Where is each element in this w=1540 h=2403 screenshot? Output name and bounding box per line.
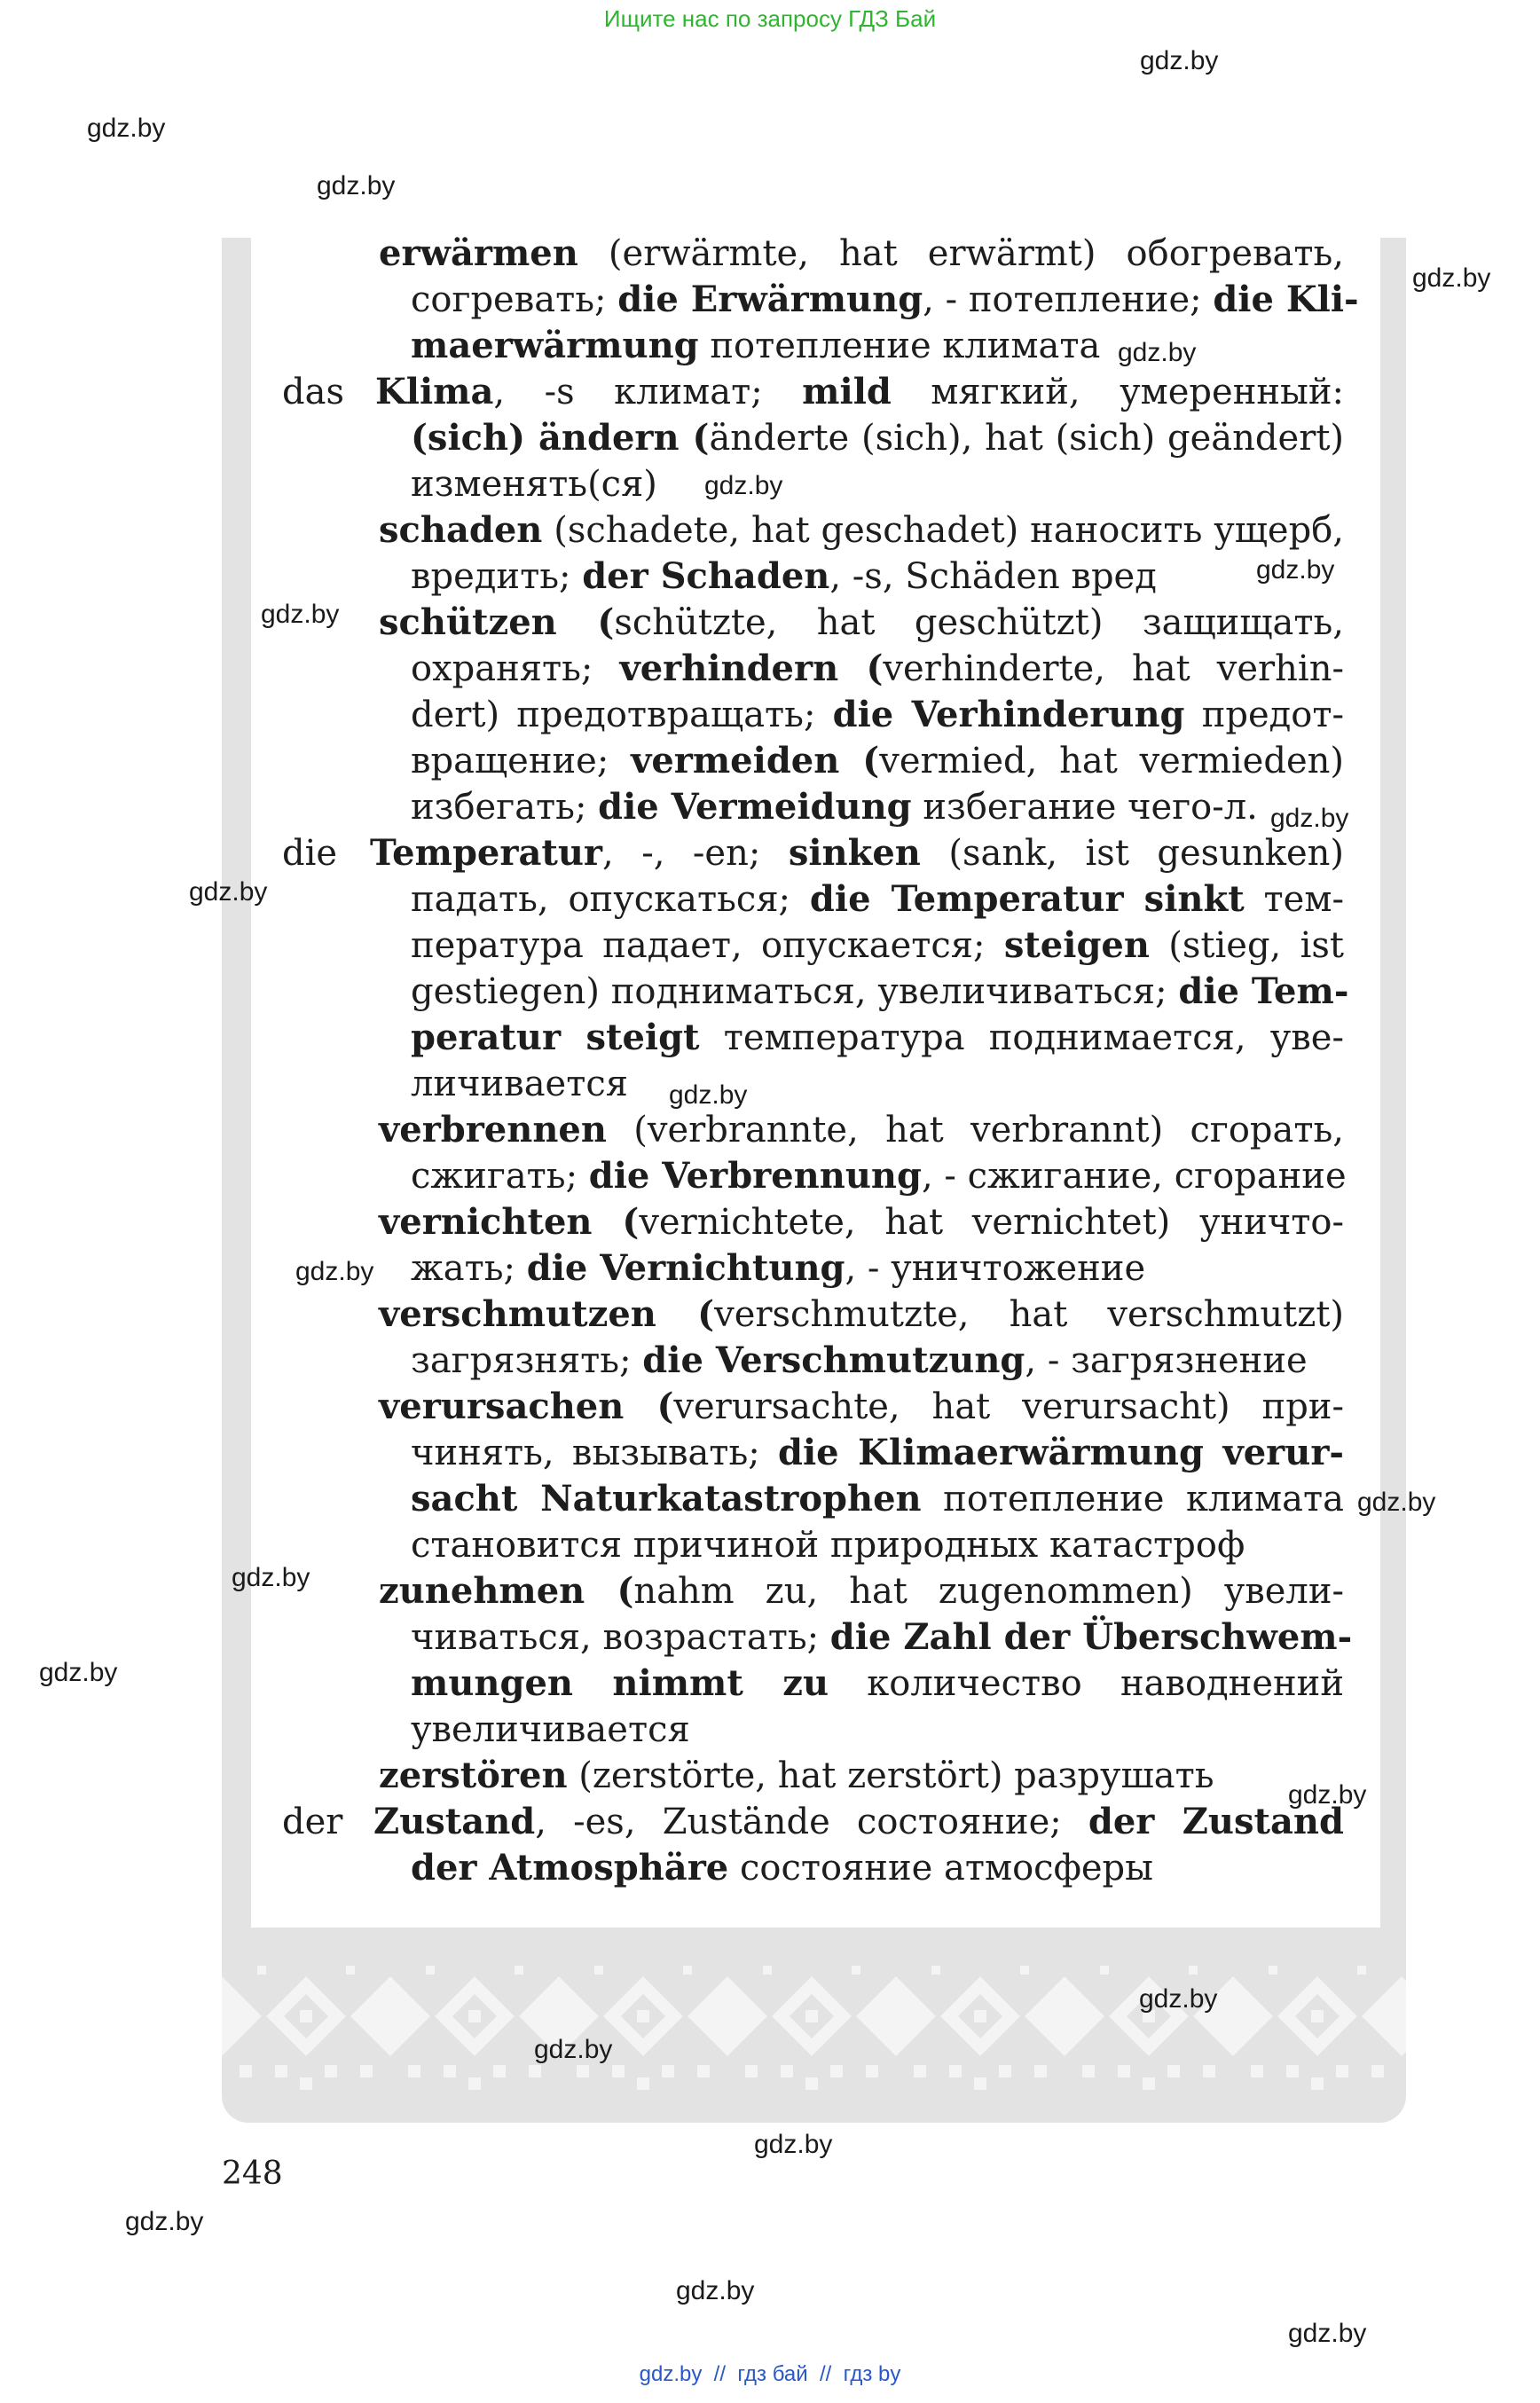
entry-line: zunehmen (nahm zu, hat zugenommen) увели- [379, 1570, 1345, 1612]
page-number: 248 [222, 2156, 283, 2192]
watermark: gdz.by [1140, 46, 1219, 75]
entry-line: (sich) ändern (änderte (sich), hat (sich) geändert) [411, 417, 1344, 459]
footer-links[interactable]: gdz.by // гдз бай // гдз by [639, 2362, 901, 2386]
entry-line: становится причиной природных катастроф [411, 1525, 1245, 1566]
entry-line: изменять(ся) [411, 464, 657, 505]
entry-line: schützen (schützte, hat geschützt) защищать, [379, 601, 1344, 643]
watermark: gdz.by [704, 471, 783, 500]
promo-banner[interactable]: Ищите нас по запросу ГДЗ Бай [603, 5, 937, 32]
entry-line: вращение; vermeiden (vermied, hat vermieden) [411, 740, 1344, 781]
entry-line: чиваться, возрастать; die Zahl der Überschwem- [411, 1616, 1353, 1658]
entry-line: erwärmen (erwärmte, hat erwärmt) обогревать, [379, 232, 1344, 274]
entry-line: vernichten (vernichtete, hat vernichtet) уничто- [379, 1201, 1344, 1243]
entry-line: жать; die Vernichtung, - уничтожение [411, 1247, 1146, 1289]
entry-line: Klima, -s климат; mild мягкий, умеренный: [375, 371, 1344, 412]
watermark: gdz.by [1412, 263, 1491, 293]
watermark: gdz.by [534, 2035, 613, 2064]
entry-line: падать, опускаться; die Temperatur sinkt тем- [411, 878, 1344, 920]
watermark: gdz.by [754, 2130, 833, 2159]
entry-line: verursachen (verursachte, hat verursacht) при- [379, 1386, 1344, 1427]
watermark: gdz.by [1270, 804, 1349, 833]
entry-line: сжигать; die Verbrennung, - сжигание, сгорание [411, 1155, 1347, 1197]
entry-line: личивается [411, 1064, 628, 1104]
article-der: der [282, 1802, 343, 1842]
watermark: gdz.by [261, 600, 340, 629]
watermark: gdz.by [676, 2276, 755, 2305]
entry-line: verbrennen (verbrannte, hat verbrannt) сгорать, [379, 1109, 1344, 1150]
article-die: die [282, 833, 338, 874]
entry-line: загрязнять; die Verschmutzung, - загрязнение [411, 1339, 1308, 1381]
entry-line: zerstören (zerstörte, hat zerstört) разрушать [379, 1755, 1214, 1796]
watermark: gdz.by [1256, 555, 1335, 585]
entry-line: der Atmosphäre состояние атмосферы [411, 1847, 1153, 1889]
watermark: gdz.by [1139, 1984, 1218, 2014]
ornament-band [222, 1960, 1406, 2102]
watermark: gdz.by [1118, 338, 1197, 367]
entry-line: увеличивается [411, 1709, 690, 1750]
entry-line: охранять; verhindern (verhinderte, hat verhin- [411, 648, 1344, 689]
watermark: gdz.by [1288, 2319, 1367, 2348]
entry-line: чинять, вызывать; die Klimaerwärmung verur- [411, 1432, 1345, 1473]
entry-line: согревать; die Erwärmung, - потепление; die Kli- [411, 279, 1359, 320]
entry-line: gestiegen) подниматься, увеличиваться; die Tem- [411, 970, 1349, 1012]
watermark: gdz.by [232, 1563, 310, 1592]
entry-line: пература падает, опускается; steigen (stieg, ist [411, 924, 1344, 966]
watermark: gdz.by [125, 2207, 204, 2236]
article-das: das [282, 372, 344, 412]
watermark: gdz.by [189, 877, 268, 907]
entry-line: verschmutzen (verschmutzte, hat verschmutzt) [379, 1293, 1344, 1335]
watermark: gdz.by [295, 1257, 374, 1286]
entry-line: Temperatur, -, -en; sinken (sank, ist gesunken) [370, 832, 1344, 874]
entry-line: sacht Naturkatastrophen потепление климата [411, 1478, 1344, 1520]
watermark: gdz.by [669, 1080, 748, 1110]
watermark: gdz.by [39, 1658, 118, 1687]
entry-line: Zustand, -es, Zustände состояние; der Zustand [373, 1801, 1344, 1842]
watermark: gdz.by [1357, 1488, 1436, 1517]
entry-line: peratur steigt температура поднимается, уве- [411, 1017, 1344, 1058]
entry-line: dert) предотвращать; die Verhinderung предот- [411, 694, 1344, 735]
entry-line: вредить; der Schaden, -s, Schäden вред [411, 555, 1157, 597]
watermark: gdz.by [1288, 1780, 1367, 1810]
entry-line: mungen nimmt zu количество наводнений [411, 1662, 1344, 1704]
entry-line: избегать; die Vermeidung избегание чего-л. [411, 786, 1258, 828]
watermark: gdz.by [317, 171, 396, 200]
entry-line: schaden (schadete, hat geschadet) наносить ущерб, [379, 509, 1344, 551]
watermark: gdz.by [87, 114, 166, 143]
entry-line: maerwärmung потепление климата [411, 325, 1101, 366]
